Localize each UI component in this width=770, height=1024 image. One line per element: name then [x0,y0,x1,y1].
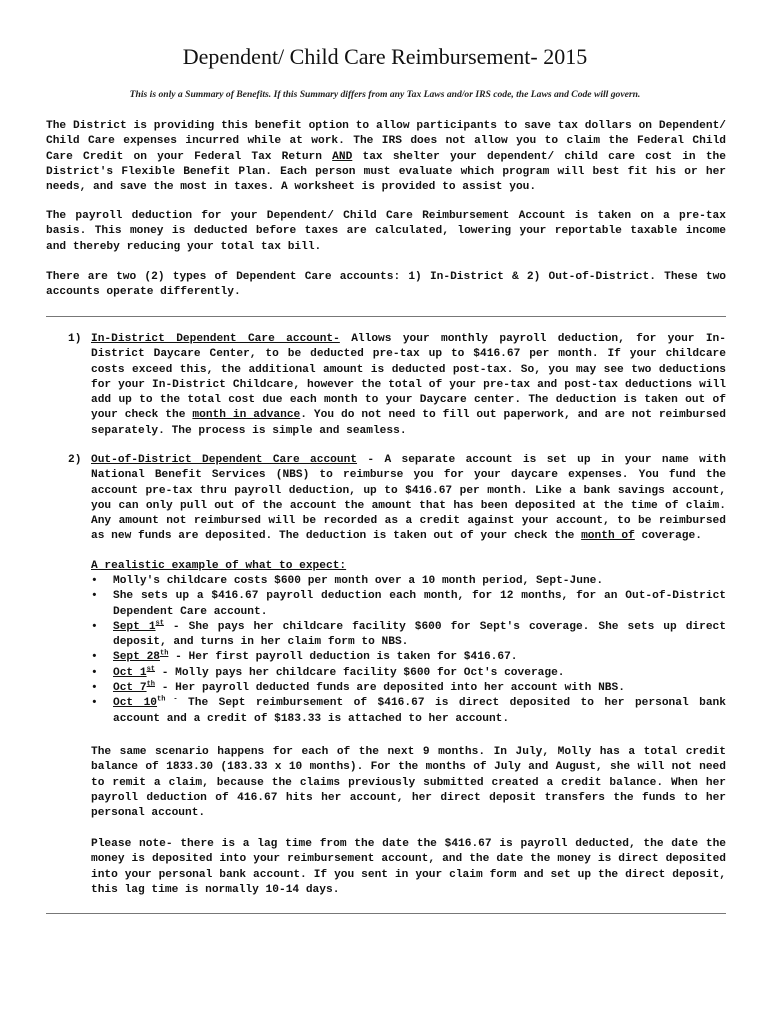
intro-p1-text-b: tax shelter your dependent/ child care cost in the District's Flexible Benefit Plan. Each person must evaluate which program will best fit his or her needs, and save the most in taxes. A worksheet is provided to assist you. [46,150,726,194]
bullet-icon: • [91,590,98,603]
list-item [91,666,726,681]
bullet-icon: • [91,651,98,664]
divider-top [46,316,726,317]
item-number: 2) [68,454,82,466]
intro-paragraph-3: There are two (2) types of Dependent Care accounts: 1) In-District & 2) Out-of-District. These two accounts operate differently. [46,271,726,299]
intro-p1-text-a: The District is providing this benefit option to allow participants to save tax dollars on Dependent/ Child Care expenses incurred while at work. The IRS does not allow you to claim the Federal Child Care Credit on your Federal Tax Return [46,120,726,163]
list-item [91,681,726,696]
bullet-date: Oct 7 [113,682,147,695]
bullet-icon: • [91,620,98,633]
bullet-text: - Her first payroll deduction is taken for $416.67. [168,651,518,664]
item-text [91,332,726,439]
item-text-b: . You do not need to fill out paperwork, and are not reimbursed separately. The process is simple and seamless. [91,409,726,437]
item-heading: In-District Dependent Care account- [91,333,340,345]
example-bullet-list [91,574,726,727]
intro-paragraph-1 [46,119,726,195]
bullet-date-suffix: th - [157,695,178,704]
divider-bottom [46,913,726,914]
bullet-date: Oct 10 [113,697,158,710]
bullet-icon: • [91,575,98,587]
item-heading: Out-of-District Dependent Care account [91,454,358,466]
bullet-text: - Molly pays her childcare facility $600 for Oct's coverage. [154,666,565,679]
bullet-date-suffix: st [146,665,155,674]
bullet-date-suffix: th [160,649,169,658]
intro-p1-and: AND [332,150,353,163]
bullet-date: Oct 1 [113,666,147,679]
list-item [91,696,726,727]
bullet-text: She sets up a $416.67 payroll deduction each month, for 12 months, for an Out-of-District Dependent Care account. [113,590,726,618]
bullet-date: Sept 1 [113,620,156,633]
lag-time-note: Please note- there is a lag time from the date the $416.67 is payroll deducted, the date the money is deposited into your reimbursement account, and the date the money is direct deposited into your personal bank account. If you sent in your claim form and set up the direct deposit, this lag time is normally 10-14 days. [91,838,726,896]
bullet-icon: • [91,697,98,710]
bullet-text: The Sept reimbursement of $416.67 is direct deposited to her personal bank account and a credit of $183.33 is attached to her account. [113,697,726,725]
bullet-date-suffix: th [146,680,155,689]
bullet-date-suffix: st [155,619,164,628]
summary-disclaimer: This is only a Summary of Benefits. If this Summary differs from any Tax Laws and/or IRS code, the Laws and Code will govern. [129,89,641,100]
list-item [91,650,726,665]
item-underline: month in advance [192,409,301,422]
item-text-a: - A separate account is set up in your name with National Benefit Services (NBS) to reimburse you for your daycare expenses. You fund the account pre-tax thru payroll deduction, up to $416.67 per month. Like a bank savings account, you can only pull out of the account the amount that has been deposited at the time of claim. Any amount not reimbursed will be recorded as a credit against your account, to be reimbursed as new funds are deposited. The deduction is taken out of your check the [91,454,726,543]
page-title: Dependent/ Child Care Reimbursement- 2015 [182,44,588,69]
bullet-text: - Her payroll deducted funds are deposited into her account with NBS. [154,682,625,695]
item-text-a: Allows your monthly payroll deduction, for your In-District Daycare Center, to be deducted pre-tax up to $416.67 per month. If your childcare costs exceed this, the additional amount is deducted post-tax. So, you may see two deductions for your In-District Childcare, however the total of your pre-tax and post-tax deductions will add up to the total cost due each month to your Daycare center. The deduction is taken out of your check the [91,333,726,422]
item-text [91,453,726,545]
item-text-b: coverage. [634,530,702,543]
scenario-paragraph: The same scenario happens for each of the next 9 months. In July, Molly has a total credit balance of 1833.30 (183.33 x 10 months). For the months of July and August, she will not need to remit a claim, because the claims previously submitted created a credit balance. When her payroll deduction of 416.67 hits her account, her direct deposit transfers the funds to her personal account. [91,746,726,820]
bullet-date: Sept 28 [113,651,160,664]
item-number: 1) [68,333,82,345]
example-heading: A realistic example of what to expect: [91,560,347,572]
intro-paragraph-2: The payroll deduction for your Dependent/ Child Care Reimbursement Account is taken on a pre-tax basis. This money is deducted before taxes are calculated, lowering your reportable taxable income and thereby reducing your total tax bill. [46,210,726,253]
list-item [91,589,726,620]
bullet-text: - She pays her childcare facility $600 for Sept's coverage. She sets up direct deposit, and turns in her claim form to NBS. [113,620,726,649]
bullet-icon: • [91,682,98,695]
list-item [91,620,726,651]
list-item [91,574,726,589]
item-underline: month of [581,530,635,543]
bullet-text: Molly's childcare costs $600 per month over a 10 month period, Sept-June. [113,575,604,587]
bullet-icon: • [91,666,98,679]
